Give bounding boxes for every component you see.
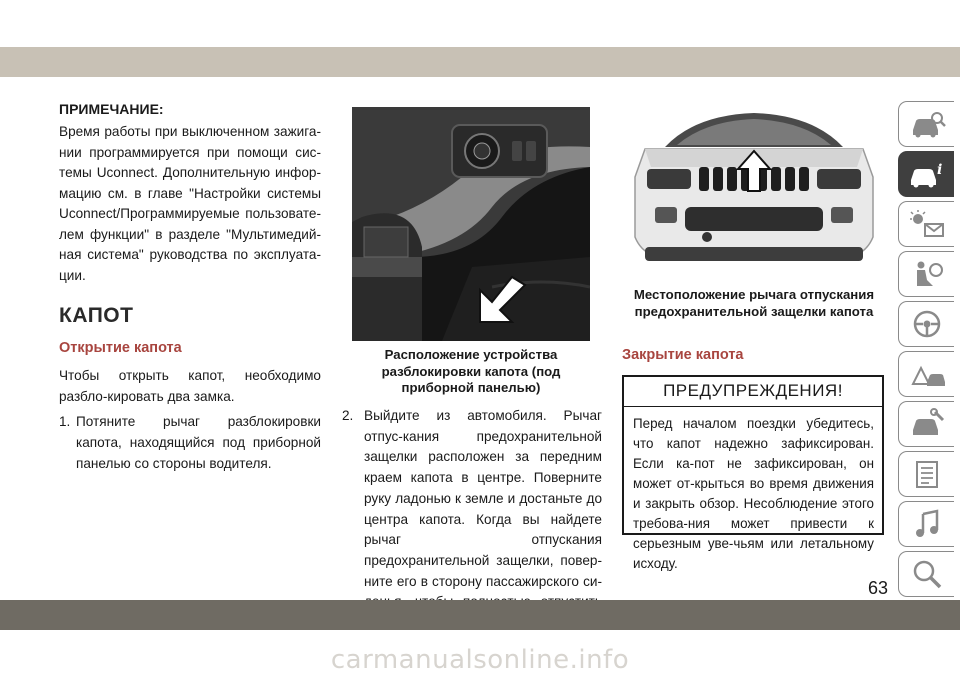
tab-warning-lights[interactable]: [898, 201, 954, 247]
header-band: [0, 47, 960, 77]
tab-driving[interactable]: [898, 301, 954, 347]
step-text: Потяните рычаг разблокировки капота, находящийся под приборной панелью со стороны водителя.: [76, 414, 321, 471]
section-title: КАПОТ: [59, 304, 134, 327]
step-number: 2.: [342, 408, 354, 423]
car-front-illustration: [625, 107, 883, 283]
airbag-child-seat-icon: [907, 258, 947, 290]
svg-text:i: i: [936, 162, 942, 178]
list-item: [59, 411, 321, 474]
chapter-tabs: [898, 101, 954, 651]
car-service-wrench-icon: [907, 408, 947, 440]
tab-specifications[interactable]: [898, 451, 954, 497]
car-info-icon: [907, 158, 947, 190]
watermark-text: carmanualsonline.info: [330, 645, 630, 675]
left-column: [59, 100, 321, 474]
search-index-icon: [907, 558, 947, 590]
page-number: 63: [868, 578, 889, 598]
tab-safety[interactable]: [898, 251, 954, 297]
tab-service[interactable]: [898, 401, 954, 447]
tab-car-info[interactable]: [898, 151, 954, 197]
closing-heading: Закрытие капота: [622, 347, 744, 363]
tab-multimedia[interactable]: [898, 501, 954, 547]
emergency-triangle-icon: [907, 358, 947, 390]
steering-wheel-icon: [907, 308, 947, 340]
opening-intro: Чтобы открыть капот, необходимо разбло-кировать два замка.: [59, 368, 321, 404]
warning-title: ПРЕДУПРЕЖДЕНИЯ!: [624, 377, 882, 407]
warning-box: [622, 375, 884, 571]
warning-lights-icon: [907, 208, 947, 240]
opening-heading: Открытие капота: [59, 340, 182, 356]
step-number: 1.: [59, 414, 71, 429]
tab-emergency[interactable]: [898, 351, 954, 397]
note-title: ПРИМЕЧАНИЕ:: [59, 101, 164, 117]
interior-figure-caption: Расположение устройства разблокировки капота (под приборной панелью): [381, 347, 561, 395]
tab-index[interactable]: [898, 551, 954, 597]
hood-release-photo: [352, 107, 590, 341]
specifications-list-icon: [907, 458, 947, 490]
step-text: Выйдите из автомобиля. Рычаг отпус-кания предохранительной защелки расположен за передним краем капота в центре. Поверните руку ладонью к земле и достаньте до центра капота. Когда вы найдете рычаг отпускания предохранительной защелки, повер-ните его в сторону пассажирского си-: [364, 408, 602, 589]
footer-band: [0, 600, 960, 630]
car-inspection-icon: [907, 108, 947, 140]
multimedia-music-icon: [907, 508, 947, 540]
warning-text: Перед началом поездки убедитесь, что капот надежно зафиксирован. Если ка-пот не зафиксирован, он может от-крыться во время движения и закрыть обзор. Несоблюдение этого требова-ния может привести к серьезным уве-чьям или летальному исходу.: [633, 416, 874, 571]
tab-car-inspection[interactable]: [898, 101, 954, 147]
front-latch-photo: [625, 107, 883, 283]
front-figure-caption: Местоположение рычага отпускания предохранительной защелки капота: [633, 287, 875, 319]
hood-release-illustration: [352, 107, 590, 341]
note-text: Время работы при выключенном зажига-нии программируется при помощи сис-темы Uconnect. Дополнительную инфор-мацию см. в главе "Настройки системы Uconnect/Программируемые пользовате-лем функции" в разделе "Мультимедий-ная система" руководства по эксплуата-ции.: [59, 124, 321, 283]
